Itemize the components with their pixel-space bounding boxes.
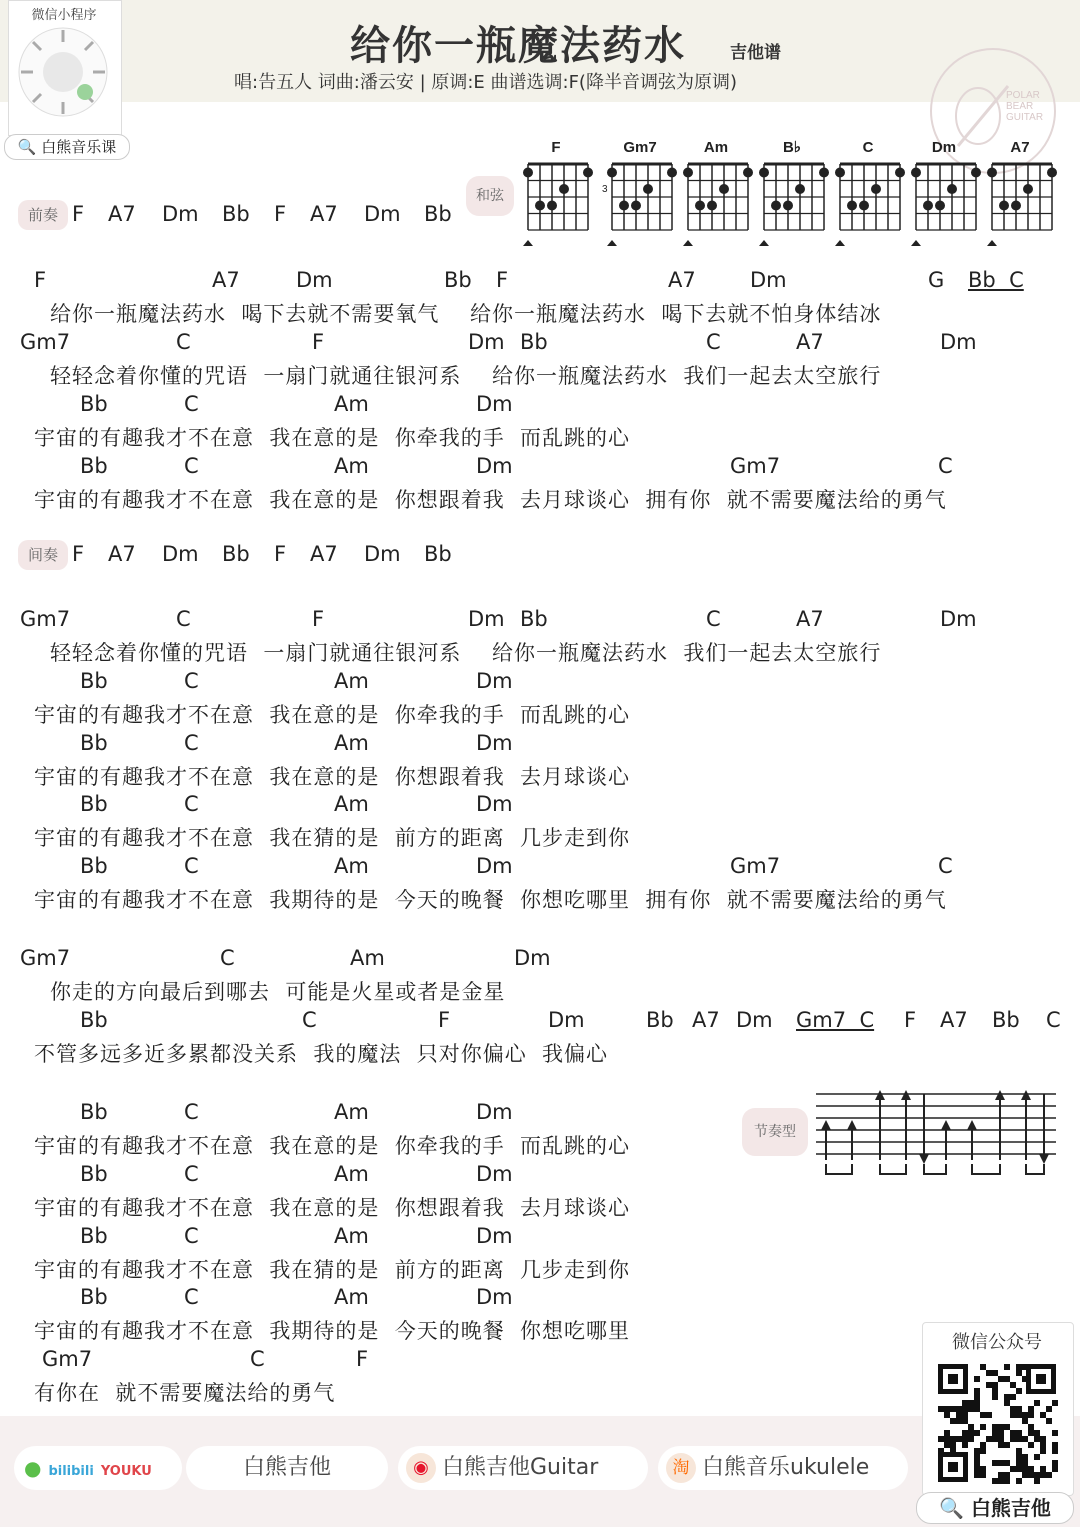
chord-name: Bb	[80, 1162, 108, 1186]
chord-name: C	[176, 330, 191, 354]
chord-name: Bb	[80, 1285, 108, 1309]
chord-name: Dm	[476, 392, 513, 416]
interlude-chord: F	[274, 542, 287, 566]
intro-chord: F	[72, 202, 85, 226]
chord-name: A7	[668, 268, 696, 292]
song-credits: 唱:告五人 词曲:潘云安 | 原调:E 曲谱选调:F(降半音调弦为原调)	[234, 72, 737, 93]
interlude-chord: Bb	[424, 542, 452, 566]
chord-name: C	[184, 669, 199, 693]
chord-name: Dm	[476, 669, 513, 693]
logo-text-3: GUITAR	[1006, 112, 1044, 123]
interlude-label: 间奏	[18, 540, 68, 570]
intro-chord: Bb	[222, 202, 250, 226]
chord-name: Dm	[476, 854, 513, 878]
chord-name: Gm7	[730, 854, 781, 878]
interlude-chord: A7	[310, 542, 338, 566]
chord-name: C	[184, 854, 199, 878]
public-account-qr-icon[interactable]	[934, 1360, 1060, 1486]
chord-name: Gm7	[20, 330, 71, 354]
chord-name: F	[496, 268, 509, 292]
chord-name: C	[176, 607, 191, 631]
lyric-line: 轻轻念着你懂的咒语 一扇门就通往银河系 给你一瓶魔法药水 我们一起去太空旅行	[50, 641, 882, 665]
lyric-line: 轻轻念着你懂的咒语 一扇门就通往银河系 给你一瓶魔法药水 我们一起去太空旅行	[50, 364, 882, 388]
mini-program-label: 微信小程序	[31, 8, 97, 23]
mini-program-search[interactable]: 🔍 白熊音乐课	[4, 134, 130, 160]
chord-name: Dm	[476, 1285, 513, 1309]
chord-name: Dm	[476, 1162, 513, 1186]
public-account-label: 微信公众号	[952, 1332, 1042, 1353]
chord-name: A7	[796, 607, 824, 631]
chord-name: Dm	[476, 454, 513, 478]
mini-search-label: 白熊音乐课	[41, 138, 117, 156]
chord-diagram	[911, 139, 981, 246]
chord-name: A7	[692, 1008, 720, 1032]
chord-name: C	[706, 330, 721, 354]
chord-name: C	[184, 1162, 199, 1186]
logo-text-2: BEAR	[1006, 101, 1034, 112]
chord-name: Bb	[80, 1224, 108, 1248]
bilibili-label: bilibili	[48, 1464, 94, 1479]
chord-name: F	[34, 268, 47, 292]
lyric-line: 宇宙的有趣我才不在意 我在意的是 你想跟着我 去月球谈心 拥有你 就不需要魔法给的勇气	[34, 488, 947, 512]
chord-name: F	[356, 1347, 369, 1371]
chord-name: Dm	[296, 268, 333, 292]
taobao-name: 白熊音乐ukulele	[702, 1455, 870, 1480]
interlude-chord: F	[72, 542, 85, 566]
song-title: 给你一瓶魔法药水	[350, 23, 686, 69]
lyric-line: 宇宙的有趣我才不在意 我在猜的是 前方的距离 几步走到你	[34, 1258, 631, 1282]
chord-name: Dm	[476, 731, 513, 755]
lyric-line: 宇宙的有趣我才不在意 我在意的是 你牵我的手 而乱跳的心	[34, 426, 631, 450]
chord-name: Gm7	[730, 454, 781, 478]
mini-program-code-icon[interactable]	[17, 26, 109, 118]
chord-name: Am	[334, 1100, 369, 1124]
intro-chord: A7	[310, 202, 338, 226]
intro-chord: F	[274, 202, 287, 226]
weibo-account[interactable]	[398, 1446, 648, 1490]
intro-chord: Dm	[364, 202, 401, 226]
interlude-chord: Bb	[222, 542, 250, 566]
chord-name: C	[184, 1285, 199, 1309]
chord-name: Dm	[476, 792, 513, 816]
lyric-line: 宇宙的有趣我才不在意 我在意的是 你牵我的手 而乱跳的心	[34, 703, 631, 727]
chord-name: Gm7	[42, 1347, 93, 1371]
chord-name: C	[184, 731, 199, 755]
chord-name: Bb	[80, 731, 108, 755]
chord-name: C	[184, 454, 199, 478]
chord-name: Bb	[80, 669, 108, 693]
chord-name: Dm	[468, 607, 505, 631]
chord-diagram	[607, 139, 677, 246]
interlude-chord: Dm	[162, 542, 199, 566]
lyric-line: 宇宙的有趣我才不在意 我在意的是 你想跟着我 去月球谈心	[34, 765, 631, 789]
lyric-line: 宇宙的有趣我才不在意 我在意的是 你牵我的手 而乱跳的心	[34, 1134, 631, 1158]
chord-name: C	[938, 454, 953, 478]
public-account-search[interactable]: 🔍 白熊吉他	[916, 1492, 1074, 1524]
chord-name: C	[706, 607, 721, 631]
youku-label: YOUKU	[100, 1464, 152, 1479]
chord-name: Am	[350, 946, 385, 970]
chord-name: Dm	[476, 1224, 513, 1248]
weibo-icon: ◉	[406, 1453, 436, 1483]
chord-name: Bb	[646, 1008, 674, 1032]
chord-name: C	[184, 792, 199, 816]
chord-name: Bb	[80, 454, 108, 478]
gm7-fret-marker: 3	[602, 184, 608, 195]
chord-diagram-name: Am	[703, 139, 729, 156]
intro-chord: A7	[108, 202, 136, 226]
lyric-line: 你走的方向最后到哪去 可能是火星或者是金星	[50, 980, 506, 1004]
chord-name: C	[1046, 1008, 1061, 1032]
chord-name: Am	[334, 792, 369, 816]
chord-name: Bb	[80, 1100, 108, 1124]
chord-name: Dm	[736, 1008, 773, 1032]
chord-name: Dm	[468, 330, 505, 354]
chord-diagram	[835, 139, 905, 246]
chord-diagram	[987, 139, 1057, 246]
chord-name: C	[184, 1100, 199, 1124]
chord-name: F	[312, 330, 325, 354]
chord-name: Gm7	[20, 607, 71, 631]
chord-diagram	[759, 139, 829, 246]
chord-name: Am	[334, 1162, 369, 1186]
platform-logos[interactable]	[14, 1446, 182, 1490]
chord-name: C	[184, 392, 199, 416]
chord-name: C	[302, 1008, 317, 1032]
chord-name: A7	[212, 268, 240, 292]
chord-name: C	[938, 854, 953, 878]
intro-label: 前奏	[18, 200, 68, 230]
public-search-label: 白熊吉他	[970, 1496, 1051, 1520]
chord-name: Dm	[940, 607, 977, 631]
chord-name: Dm	[476, 1100, 513, 1124]
chord-name: A7	[940, 1008, 968, 1032]
chord-diagram-name: B♭	[783, 139, 801, 156]
chord-diagram-name: A7	[1010, 139, 1030, 156]
bilibili-account[interactable]: 白熊吉他	[186, 1446, 388, 1490]
intro-chord: Bb	[424, 202, 452, 226]
chord-name: Bb	[992, 1008, 1020, 1032]
interlude-chord: A7	[108, 542, 136, 566]
chord-name: Bb	[80, 392, 108, 416]
chord-diagram	[523, 139, 593, 246]
lyric-line: 宇宙的有趣我才不在意 我在猜的是 前方的距离 几步走到你	[34, 826, 631, 850]
chord-section-label: 和弦	[466, 176, 514, 216]
lyric-line: 不管多远多近多累都没关系 我的魔法 只对你偏心 我偏心	[34, 1042, 609, 1066]
chord-diagram-name: C	[862, 139, 874, 156]
chord-name: Am	[334, 669, 369, 693]
chord-name: Bb	[444, 268, 472, 292]
chord-name: Bb	[80, 1008, 108, 1032]
lyric-line: 有你在 就不需要魔法给的勇气	[34, 1381, 336, 1405]
chord-name: A7	[796, 330, 824, 354]
chord-name: Bb	[80, 854, 108, 878]
wechat-icon: ●	[24, 1456, 42, 1480]
chord-name: G	[928, 268, 945, 292]
rhythm-label: 节奏型	[742, 1108, 808, 1156]
chord-diagrams	[518, 136, 1068, 246]
chord-name: Dm	[750, 268, 787, 292]
taobao-account[interactable]	[658, 1446, 908, 1490]
chord-name: Am	[334, 454, 369, 478]
chord-name: Bb	[80, 792, 108, 816]
weibo-name: 白熊吉他Guitar	[442, 1455, 599, 1480]
lyric-line: 宇宙的有趣我才不在意 我期待的是 今天的晚餐 你想吃哪里	[34, 1319, 631, 1343]
chord-name: F	[312, 607, 325, 631]
chord-name: F	[904, 1008, 917, 1032]
chord-name: C	[184, 1224, 199, 1248]
chord-name: C	[220, 946, 235, 970]
chord-name: Am	[334, 392, 369, 416]
chord-name: Bb C	[968, 268, 1024, 292]
chord-name: Am	[334, 1285, 369, 1309]
chord-diagram-name: Gm7	[623, 139, 657, 156]
chord-diagram-name: F	[551, 139, 561, 156]
title-suffix: 吉他谱	[730, 43, 781, 63]
chord-name: Bb	[520, 607, 548, 631]
lyric-line: 给你一瓶魔法药水 喝下去就不需要氧气 给你一瓶魔法药水 喝下去就不怕身体结冰	[50, 302, 882, 326]
taobao-icon: 淘	[666, 1453, 696, 1483]
chord-name: F	[438, 1008, 451, 1032]
chord-diagram-name: Dm	[931, 139, 957, 156]
chord-name: Am	[334, 1224, 369, 1248]
chord-name: Gm7	[20, 946, 71, 970]
chord-name: Dm	[514, 946, 551, 970]
lyric-line: 宇宙的有趣我才不在意 我在意的是 你想跟着我 去月球谈心	[34, 1196, 631, 1220]
chord-name: Am	[334, 731, 369, 755]
interlude-chord: Dm	[364, 542, 401, 566]
chord-name: Dm	[548, 1008, 585, 1032]
chord-name: Bb	[520, 330, 548, 354]
intro-chord: Dm	[162, 202, 199, 226]
chord-name: Dm	[940, 330, 977, 354]
chord-name: C	[250, 1347, 265, 1371]
chord-name: Gm7 C	[796, 1008, 875, 1032]
logo-text-1: POLAR	[1006, 90, 1040, 101]
lyric-line: 宇宙的有趣我才不在意 我期待的是 今天的晚餐 你想吃哪里 拥有你 就不需要魔法给的勇气	[34, 888, 947, 912]
strum-pattern-diagram	[812, 1088, 1062, 1180]
chord-diagram	[683, 139, 753, 246]
chord-name: Am	[334, 854, 369, 878]
